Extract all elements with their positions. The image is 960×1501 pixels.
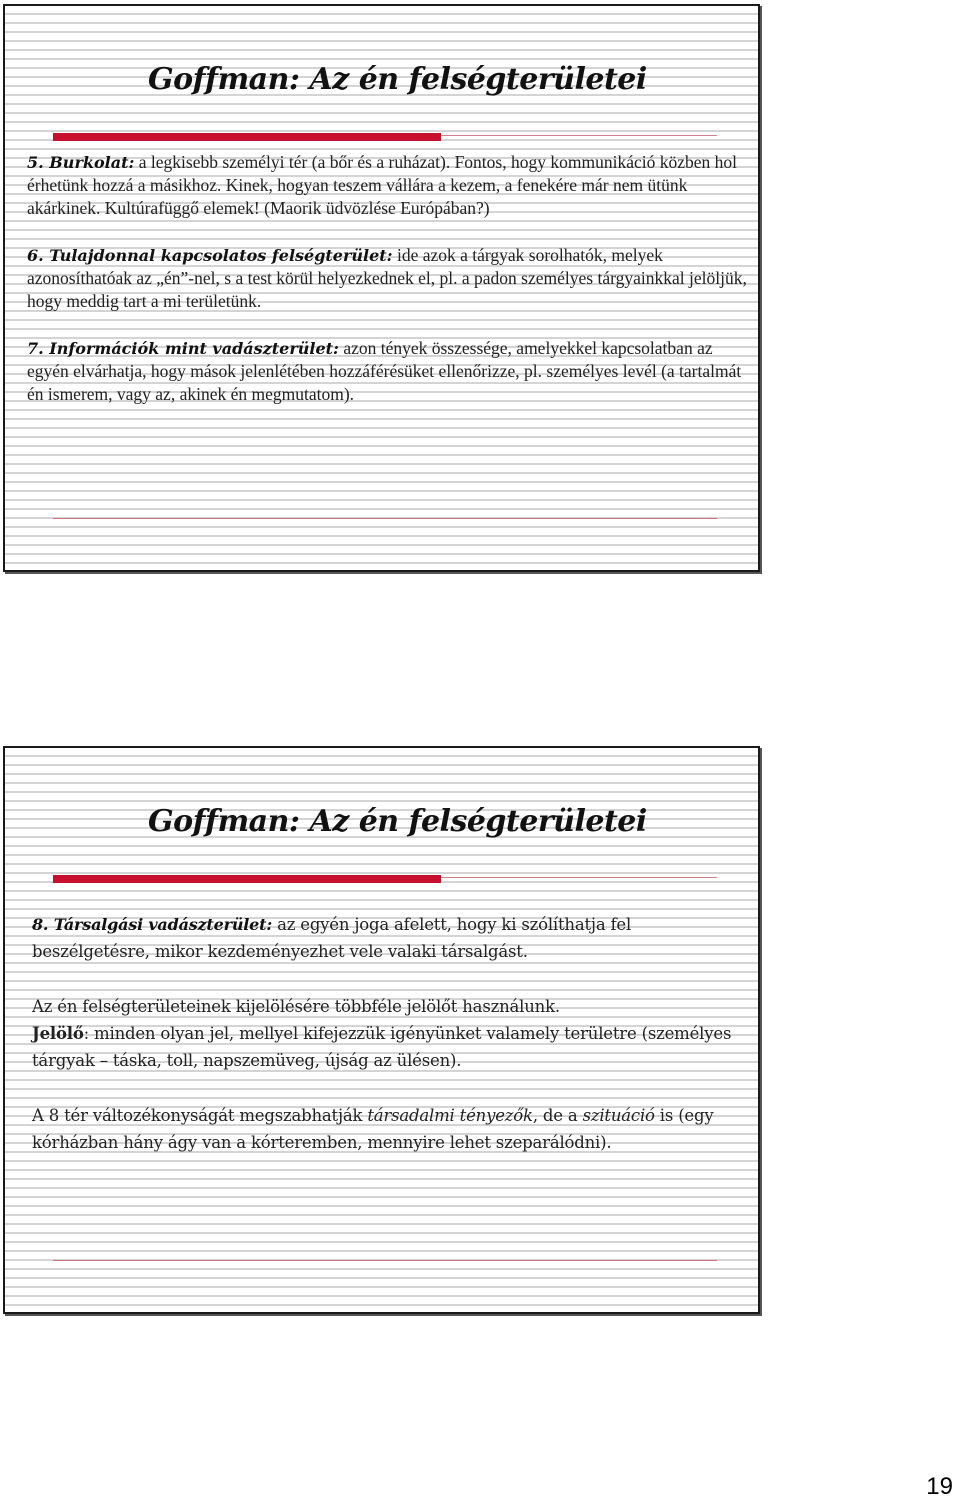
slide-1 bbox=[3, 4, 760, 572]
item-7-text: azon tények összessége, amelyekkel kapcsolatban az egyén elvárhatja, hogy mások jelenlétében hozzáférésüket ellenőrizze, pl. személyes levél (a tartalmát én ismerem, vagy az, akinek én megmutatom). bbox=[27, 338, 742, 404]
item-7-number: 7. bbox=[27, 339, 50, 358]
marker-label: Jelölő bbox=[32, 1024, 84, 1043]
item-7 bbox=[27, 337, 747, 406]
variability-text-3: is (egy kórházban hány ágy van a kórteremben, mennyire lehet szeparálódni). bbox=[32, 1106, 714, 1152]
item-6-number: 6. bbox=[27, 246, 50, 265]
item-8-number: 8. bbox=[32, 915, 54, 934]
item-6-label: Tulajdonnal kapcsolatos felségterület: bbox=[49, 246, 393, 265]
item-7-label: Információk mint vadászterület: bbox=[49, 339, 339, 358]
slide-1-title-underline bbox=[53, 133, 441, 141]
variability-text-2: , de a bbox=[532, 1106, 583, 1125]
item-8-text: az egyén joga afelett, hogy ki szólíthatja fel beszélgetésre, mikor kezdeményezhet vele valaki társalgást. bbox=[32, 915, 632, 961]
markers-intro: Az én felségterületeinek kijelölésére többféle jelölőt használunk. bbox=[32, 997, 560, 1016]
slide-1-footer-line bbox=[53, 518, 717, 519]
item-5 bbox=[27, 151, 747, 220]
slide-2 bbox=[3, 746, 760, 1314]
page-number: 19 bbox=[926, 1473, 953, 1500]
item-5-number: 5. bbox=[27, 153, 50, 172]
variability-text-1: A 8 tér változékonyságát megszabhatják bbox=[32, 1106, 368, 1125]
variability-paragraph bbox=[32, 1102, 752, 1156]
slide-2-title: Goffman: Az én felségterületei bbox=[148, 804, 647, 839]
marker-text: : minden olyan jel, mellyel kifejezzük igényünket valamely területre (személyes tárgyak – táska, toll, napszemüveg, újság az ülésen). bbox=[32, 1024, 732, 1070]
variability-italic-1: társadalmi tényezők bbox=[367, 1106, 533, 1125]
slide-1-title-thin-line bbox=[441, 135, 717, 136]
slide-2-title-underline bbox=[53, 875, 441, 883]
slide-2-footer-line bbox=[53, 1260, 717, 1261]
item-6-text: ide azok a tárgyak sorolhatók, melyek azonosíthatóak az „én”-nel, s a test körül helyezkednek el, pl. a padon személyes tárgyainkkal jelöljük, hogy meddig tart a mi területünk. bbox=[27, 245, 747, 311]
item-5-label: Burkolat: bbox=[49, 153, 135, 172]
slide-1-body bbox=[27, 151, 747, 406]
marker-definition bbox=[32, 1020, 752, 1074]
slide-2-body bbox=[32, 911, 752, 1156]
slide-2-title-thin-line bbox=[441, 877, 717, 878]
variability-italic-2: szituáció bbox=[582, 1106, 655, 1125]
item-5-text: a legkisebb személyi tér (a bőr és a ruházat). Fontos, hogy kommunikáció közben hol érhetünk hozzá a másikhoz. Kinek, hogyan teszem vállára a kezem, a fenekére már nem ütünk akárkinek. Kultúrafüggő elemek! (Maorik üdvözlése Európában?) bbox=[27, 152, 737, 218]
item-8-label: Társalgási vadászterület: bbox=[53, 915, 273, 934]
item-8 bbox=[32, 911, 752, 965]
slide-1-title: Goffman: Az én felségterületei bbox=[148, 62, 647, 97]
item-6 bbox=[27, 244, 747, 313]
